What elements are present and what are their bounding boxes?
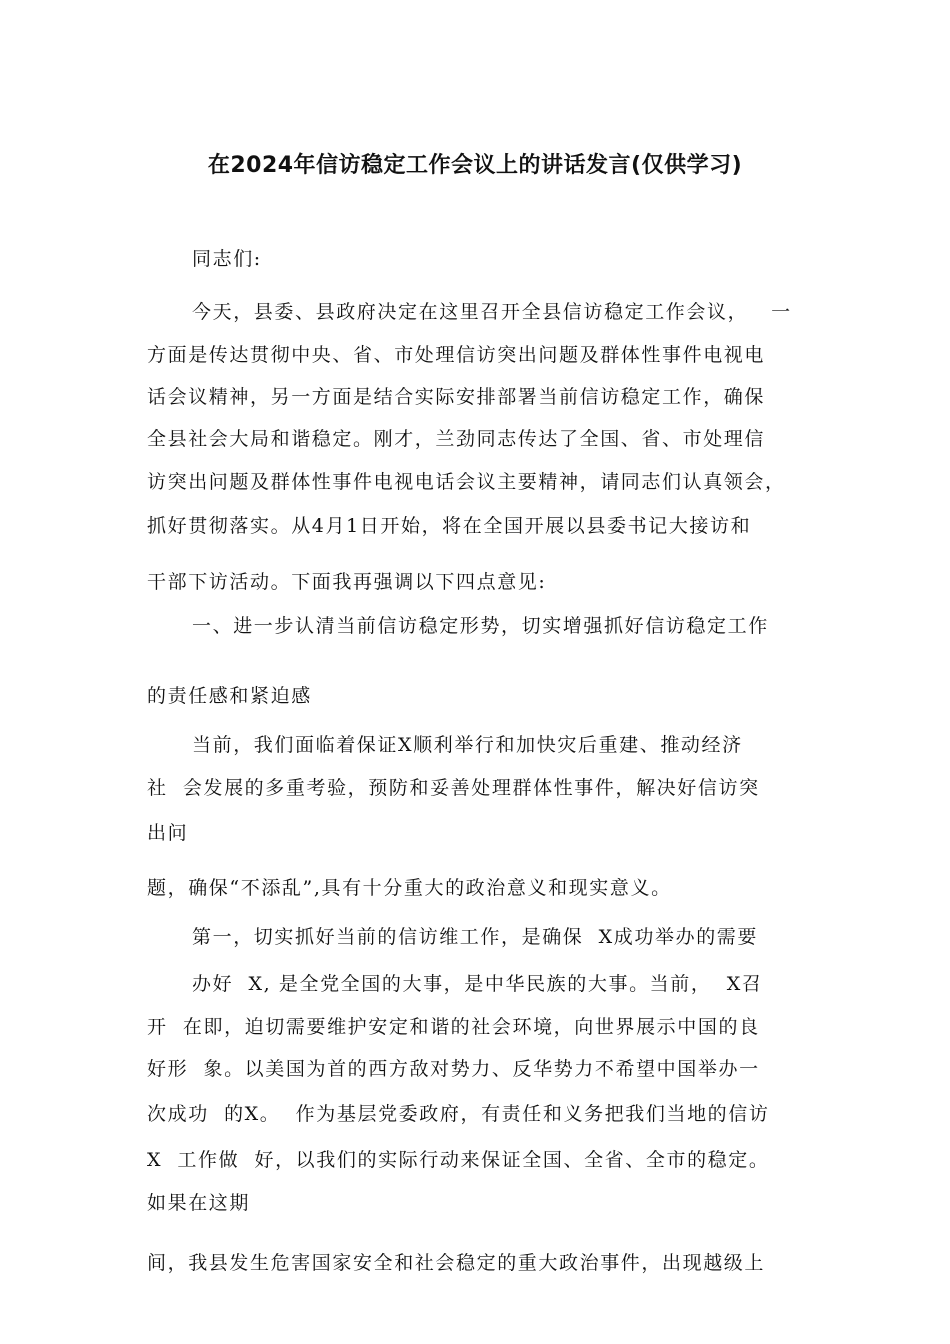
paragraph-line: 题，确保“不添乱”,具有十分重大的政治意义和现实意义。: [147, 877, 672, 899]
paragraph-line: 当前，我们面临着保证X顺利举行和加快灾后重建、推动经济: [192, 734, 743, 756]
salutation: 同志们:: [192, 248, 262, 270]
paragraph-line: 全县社会大局和谐稳定。刚才，兰劲同志传达了全国、省、市处理信: [147, 428, 766, 450]
paragraph-line: 开 在即，迫切需要维护安定和谐的社会环境，向世界展示中国的良: [147, 1016, 760, 1038]
paragraph-line: 社 会发展的多重考验，预防和妥善处理群体性事件，解决好信访突: [147, 777, 760, 799]
paragraph-line: 次成功 的X。 作为基层党委政府，有责任和义务把我们当地的信访: [147, 1103, 770, 1125]
paragraph-line: X 工作做 好，以我们的实际行动来保证全国、全省、全市的稳定。: [147, 1149, 770, 1171]
paragraph-line: 间，我县发生危害国家安全和社会稳定的重大政治事件，出现越级上: [147, 1252, 766, 1274]
paragraph-line: 第一，切实抓好当前的信访维工作，是确保 X成功举办的需要: [192, 926, 759, 948]
paragraph-line: 办好 X, 是全党全国的大事，是中华民族的大事。当前， X召: [192, 973, 763, 995]
section-heading-line: 一、进一步认清当前信访稳定形势，切实增强抓好信访稳定工作: [192, 615, 769, 637]
paragraph-line: 好形 象。以美国为首的西方敌对势力、反华势力不希望中国举办一: [147, 1058, 760, 1080]
paragraph-line: 今天，县委、县政府决定在这里召开全县信访稳定工作会议， 一: [192, 301, 792, 323]
paragraph-line: 话会议精神，另一方面是结合实际安排部署当前信访稳定工作，确保: [147, 386, 766, 408]
paragraph-line: 出问: [147, 822, 189, 844]
paragraph-line: 抓好贯彻落实。从4月1日开始，将在全国开展以县委书记大接访和: [147, 515, 752, 537]
paragraph-line: 方面是传达贯彻中央、省、市处理信访突出问题及群体性事件电视电: [147, 344, 766, 366]
paragraph-line: 干部下访活动。下面我再强调以下四点意见:: [147, 571, 547, 593]
paragraph-line: 访突出问题及群体性事件电视电话会议主要精神，请同志们认真领会，: [147, 471, 786, 493]
paragraph-line: 如果在这期: [147, 1192, 251, 1214]
section-heading-line: 的责任感和紧迫感: [147, 685, 312, 707]
document-title: 在2024年信访稳定工作会议上的讲话发言(仅供学习): [207, 153, 743, 178]
